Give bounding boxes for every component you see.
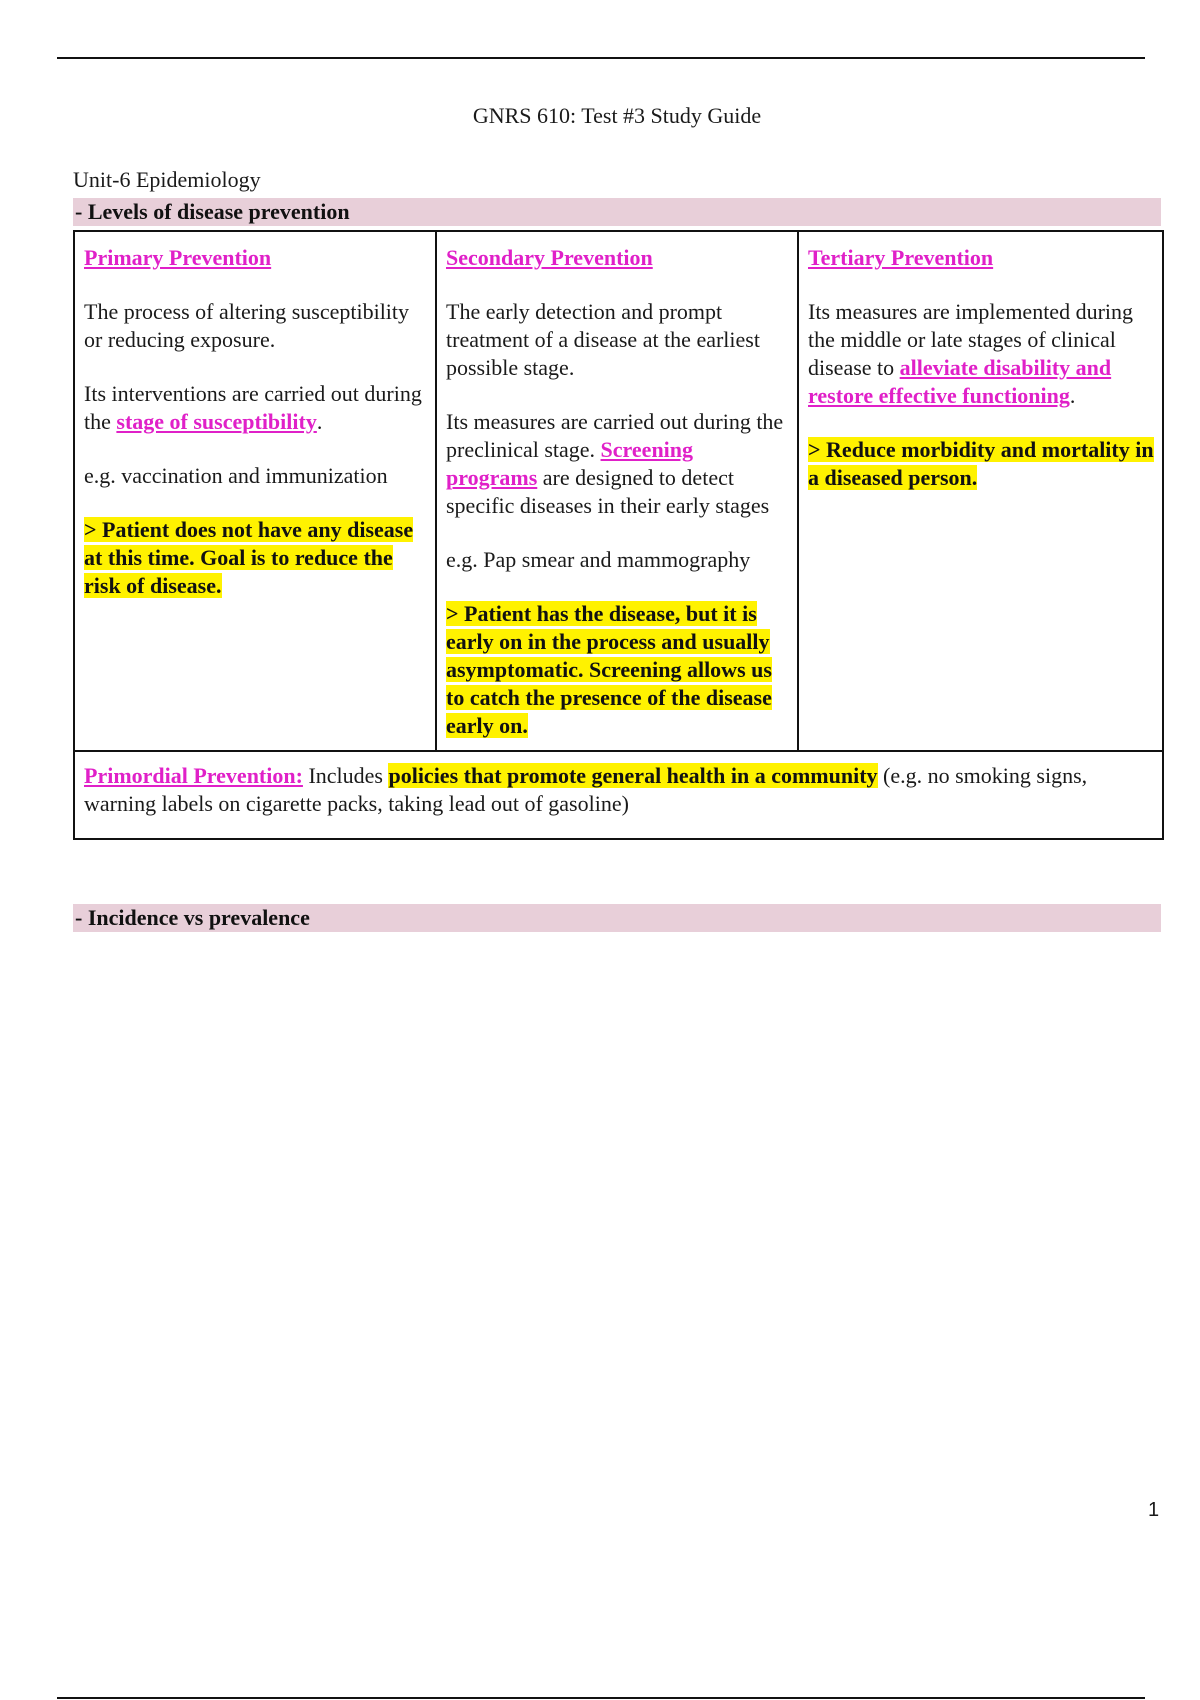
secondary-summary-highlight: > Patient has the disease, but it is early on in the process and usually asymptomatic. Screening allows us to catch the presence of the disease early on. (446, 601, 772, 738)
secondary-measures-text: Its measures are carried out during the preclinical stage. (446, 409, 784, 462)
primary-definition: The process of altering susceptibility or reducing exposure. (84, 299, 410, 352)
secondary-definition: The early detection and prompt treatment of a disease at the earliest possible stage. (446, 299, 760, 380)
primary-example: e.g. vaccination and immunization (84, 463, 388, 488)
primary-interventions-end: . (316, 409, 323, 434)
secondary-measures-end: are designed to detect specific diseases in their early stages (446, 465, 770, 518)
primordial-examples: (e.g. no smoking signs, warning labels on cigarette packs, taking lead out of gasoline) (84, 763, 1088, 816)
unit-heading: Unit-6 Epidemiology (73, 167, 261, 192)
section-heading-levels: - Levels of disease prevention (73, 198, 1161, 226)
primary-summary-highlight: > Patient does not have any disease at this time. Goal is to reduce the risk of disease. (84, 517, 414, 598)
primordial-highlight: policies that promote general health in a community (388, 763, 878, 788)
secondary-summary (446, 600, 789, 740)
primordial-prevention-cell (74, 751, 1163, 839)
primary-prevention-heading: Primary Prevention (84, 245, 272, 270)
tertiary-measures (808, 298, 1154, 410)
tertiary-measures-end: . (1069, 383, 1076, 408)
header-rule (57, 57, 1145, 59)
stage-of-susceptibility-link: stage of susceptibility (116, 409, 317, 434)
secondary-measures (446, 408, 789, 520)
primary-summary (84, 516, 427, 600)
section-heading-incidence: - Incidence vs prevalence (73, 904, 1161, 932)
secondary-example: e.g. Pap smear and mammography (446, 547, 751, 572)
primary-interventions-text: Its interventions are carried out during the (84, 381, 422, 434)
primordial-text (84, 762, 1154, 818)
secondary-prevention-heading: Secondary Prevention (446, 245, 653, 270)
tertiary-prevention-heading: Tertiary Prevention (808, 245, 994, 270)
tertiary-prevention-cell (798, 231, 1163, 751)
alleviate-disability-link: alleviate disability and restore effective functioning (808, 355, 1112, 408)
primordial-includes: Includes (302, 763, 389, 788)
tertiary-measures-text: Its measures are implemented during the middle or late stages of clinical disease to (808, 299, 1134, 380)
page-number: 1 (1148, 1499, 1160, 1521)
primary-prevention-cell (74, 231, 436, 751)
tertiary-summary (808, 436, 1154, 492)
secondary-prevention-cell (436, 231, 798, 751)
primordial-prevention-label: Primordial Prevention: (84, 763, 303, 788)
tertiary-summary-highlight: > Reduce morbidity and mortality in a diseased person. (808, 437, 1154, 490)
footer-rule (57, 1697, 1145, 1699)
prevention-table (73, 230, 1164, 840)
document-title: GNRS 610: Test #3 Study Guide (472, 103, 762, 128)
screening-programs-link: Screening programs (446, 437, 694, 490)
primary-interventions (84, 380, 427, 436)
